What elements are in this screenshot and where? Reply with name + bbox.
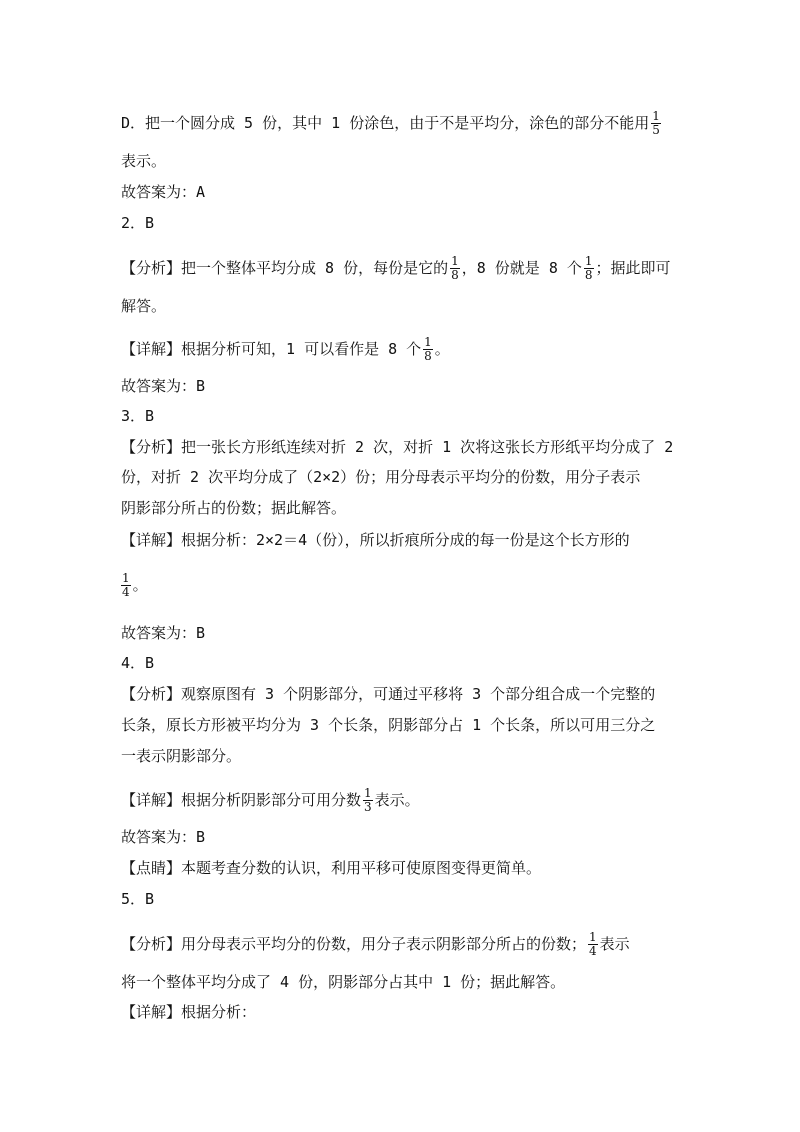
fraction: $\frac{1}{8}$ [451,254,459,282]
question-3-heading: 3．B [121,407,155,425]
q4-key-point: 【点睛】本题考查分数的认识，利用平移可使原图变得更简单。 [121,859,542,877]
q5-detail-line: 【详解】根据分析： [121,1003,257,1021]
q3-analysis-line-2: 份，对折 2 次平均分成了（2×2）份；用分母表示平均分的份数，用分子表示 [121,468,641,486]
answer-4: 故答案为：B [121,828,206,846]
fraction: $\frac{1}{4}$ [589,930,597,958]
question-2-heading: 2．B [121,214,155,232]
q5-analysis-line: 【分析】用分母表示平均分的份数，用分子表示阴影部分所占的份数； $\frac{1}{4}$ 表示 [121,930,630,958]
question-5-heading: 5．B [121,890,155,908]
answer-3: 故答案为：B [121,624,206,642]
q3-analysis-line-1: 【分析】把一张长方形纸连续对折 2 次，对折 1 次将这张长方形纸平均分成了 2 [121,438,674,456]
fraction: $\frac{1}{8}$ [424,335,432,363]
fraction: $\frac{1}{5}$ [652,109,660,137]
q3-detail-line: 【详解】根据分析：2×2＝4（份），所以折痕所分成的每一份是这个长方形的 [121,531,630,549]
q2-detail-line: 【详解】根据分析可知，1 可以看作是 8 个 $\frac{1}{8}$ 。 [121,335,450,363]
question-4-heading: 4．B [121,654,155,672]
q5-analysis-line-2: 将一个整体平均分成了 4 份，阴影部分占其中 1 份；据此解答。 [121,973,566,991]
answer-1: 故答案为：A [121,183,206,201]
option-d-line [121,110,690,137]
q3-detail-line-end: $\frac{1}{4}$ 。 [122,571,148,599]
q4-analysis-line-2: 长条，原长方形被平均分为 3 个长条，阴影部分占 1 个长条，所以可用三分之 [121,716,656,734]
fraction: $\frac{1}{3}$ [364,786,372,814]
q4-analysis-line-1: 【分析】观察原图有 3 个阴影部分，可通过平移将 3 个部分组合成一个完整的 [121,685,656,703]
q4-analysis-line-3: 一表示阴影部分。 [121,747,242,765]
q2-analysis-line-end: 解答。 [121,297,167,315]
option-d-text: D．把一个圆分成 5 份，其中 1 份涂色，由于不是平均分，涂色的部分不能用 [121,114,650,132]
fraction: $\frac{1}{4}$ [122,571,130,599]
option-d-line-end: 表示。 [121,152,167,170]
q2-analysis-line: 【分析】把一个整体平均分成 8 份，每份是它的 $\frac{1}{8}$ ，8 份就是 8 个 $\frac{1}{8}$ ；据此即可 [121,254,671,282]
q3-analysis-line-3: 阴影部分所占的份数；据此解答。 [121,499,347,517]
answer-2: 故答案为：B [121,377,206,395]
q4-detail-line: 【详解】根据分析阴影部分可用分数 $\frac{1}{3}$ 表示。 [121,786,420,814]
fraction: $\frac{1}{8}$ [584,254,593,282]
